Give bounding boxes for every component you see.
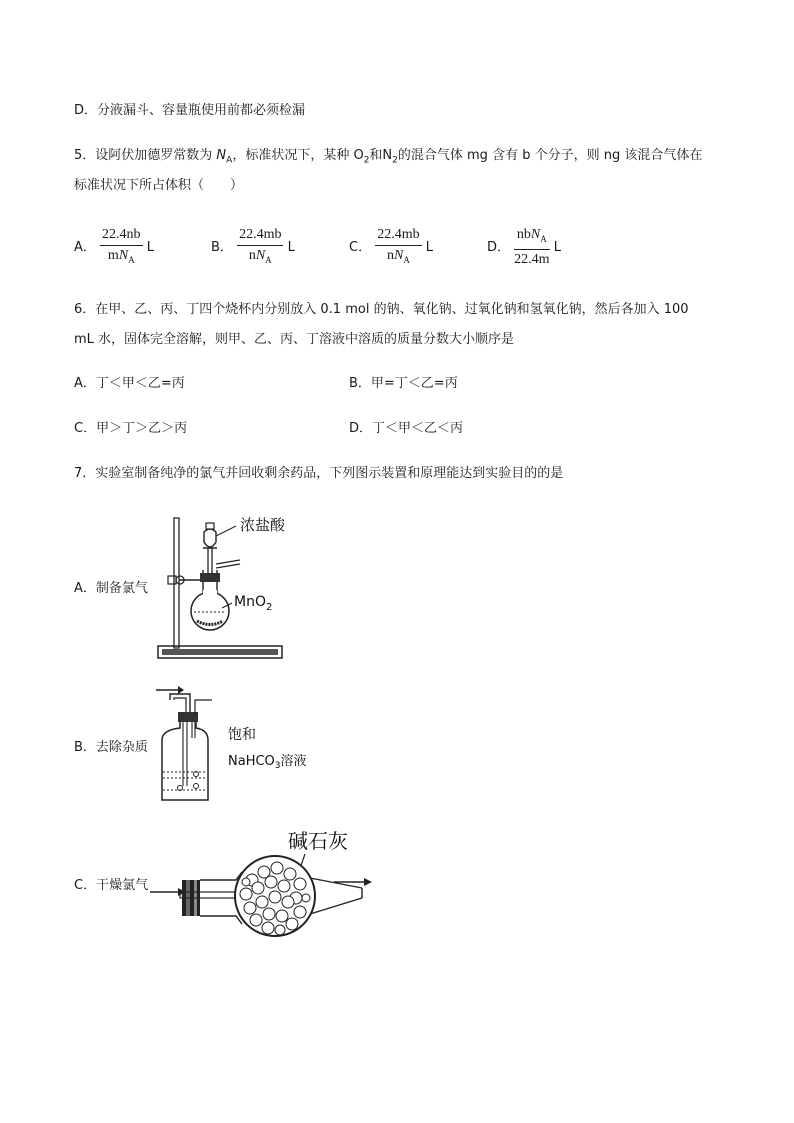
numerator: 22.4nb <box>100 226 143 246</box>
q5-option-d <box>487 226 561 269</box>
denominator: $nN_A$ <box>248 248 272 265</box>
fig-a-solid-label: MnO$_2$ <box>234 594 273 613</box>
q6-option-a: A．丁＜甲＜乙=丙 <box>74 376 185 391</box>
unit: L <box>553 239 561 255</box>
option-label: C． <box>349 239 372 255</box>
denominator: 22.4m <box>514 251 550 267</box>
q5-stem-a: 5．设阿伏加德罗常数为 <box>74 148 217 163</box>
q5-stem-c: 和N <box>369 148 393 163</box>
q5-stem-b: ，标准状况下，某种 O <box>232 148 364 163</box>
q7-option-a-label: A．制备氯气 <box>74 581 148 596</box>
option-label: B． <box>211 239 233 255</box>
q5-stem-line1 <box>74 147 702 170</box>
unit: L <box>146 239 154 255</box>
fraction <box>375 226 421 269</box>
denominator: $mN_A$ <box>107 248 135 265</box>
q5-na-symbol: N <box>216 148 227 163</box>
numerator: nbN$_A$ <box>514 226 549 250</box>
q6-stem-line1: 6．在甲、乙、丙、丁四个烧杯内分别放入 0.1 mol 的钠、氧化钠、过氧化钠和氢氧化钠，然后各加入 100 <box>74 302 689 317</box>
q6-option-b: B．甲=丁＜乙=丙 <box>349 376 458 391</box>
fig-b-label-line2: NaHCO$_3$溶液 <box>228 754 307 771</box>
fig-a-acid-label: 浓盐酸 <box>240 516 286 534</box>
numerator: 22.4mb <box>375 226 421 246</box>
unit: L <box>425 239 433 255</box>
q6-option-d: D．丁＜甲＜乙＜丙 <box>349 421 464 436</box>
option-label: D． <box>487 239 511 255</box>
figure-c-drying-tube <box>150 822 380 952</box>
fig-c-label: 碱石灰 <box>288 829 348 853</box>
q5-option-a <box>74 226 154 269</box>
denominator: $nN_A$ <box>386 248 410 265</box>
q5-na-sub: A <box>226 155 233 166</box>
figure-a-chlorine-generator <box>150 508 310 663</box>
fraction <box>514 226 549 269</box>
numerator: 22.4mb <box>237 226 283 246</box>
unit: L <box>287 239 295 255</box>
option-label: A． <box>74 239 96 255</box>
fraction <box>237 226 283 269</box>
q4-option-d: D．分液漏斗、容量瓶使用前都必须检漏 <box>74 103 306 118</box>
q7-option-c-label: C．干燥氯气 <box>74 878 149 893</box>
fig-b-label-line1: 饱和 <box>228 727 256 743</box>
q7-stem: 7．实验室制备纯净的氯气并回收剩余药品，下列图示装置和原理能达到实验目的的是 <box>74 466 564 481</box>
fraction <box>100 226 143 269</box>
q6-stem-line2: mL 水，固体完全溶解，则甲、乙、丙、丁溶液中溶质的质量分数大小顺序是 <box>74 332 515 347</box>
q5-n2-sub: 2 <box>392 155 398 166</box>
figure-b-wash-bottle <box>150 682 320 807</box>
q7-option-b-label: B．去除杂质 <box>74 740 148 755</box>
q6-option-c: C．甲＞丁＞乙＞丙 <box>74 421 188 436</box>
q5-option-b <box>211 226 295 269</box>
q5-option-c <box>349 226 433 269</box>
q5-stem-d: 的混合气体 mg 含有 b 个分子，则 ng 该混合气体在 <box>397 148 703 163</box>
q5-o2-sub: 2 <box>363 155 370 166</box>
q5-stem-line2: 标准状况下所占体积（ ） <box>74 178 244 193</box>
